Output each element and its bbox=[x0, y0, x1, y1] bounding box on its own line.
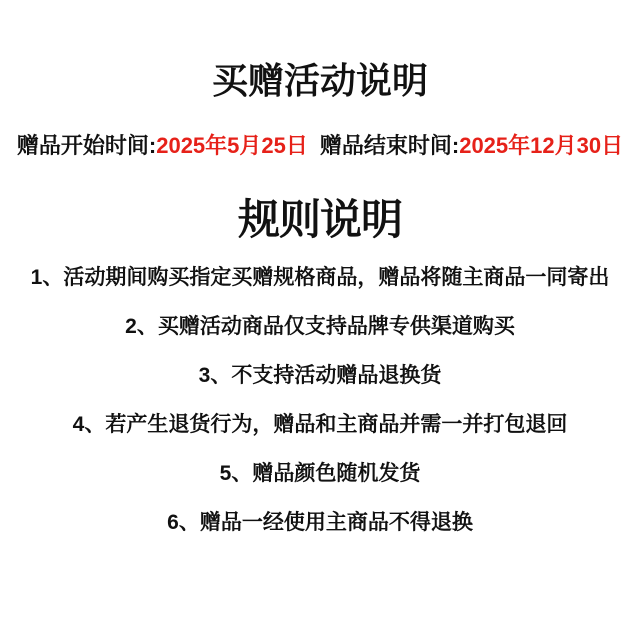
page-title: 买赠活动说明 bbox=[211, 60, 428, 101]
gift-start-label: 赠品开始时间: bbox=[16, 133, 157, 158]
rule-item-3: 3、不支持活动赠品退换货 bbox=[198, 364, 442, 387]
gift-end-label: 赠品结束时间: bbox=[319, 133, 460, 158]
rules-list bbox=[0, 265, 640, 536]
rule-item-5: 5、赠品颜色随机发货 bbox=[219, 462, 421, 485]
gift-period-line bbox=[0, 133, 640, 159]
rule-item-1: 1、活动期间购买指定买赠规格商品，赠品将随主商品一同寄出 bbox=[30, 266, 610, 289]
rule-item-6: 6、赠品一经使用主商品不得退换 bbox=[167, 511, 473, 534]
gift-start-date: 2025年5月25日 bbox=[156, 133, 308, 158]
rule-item-4: 4、若产生退货行为，赠品和主商品并需一并打包退回 bbox=[72, 413, 568, 436]
rules-heading: 规则说明 bbox=[237, 196, 402, 243]
rule-item-2: 2、买赠活动商品仅支持品牌专供渠道购买 bbox=[125, 315, 515, 338]
gift-end-date: 2025年12月30日 bbox=[459, 133, 624, 158]
